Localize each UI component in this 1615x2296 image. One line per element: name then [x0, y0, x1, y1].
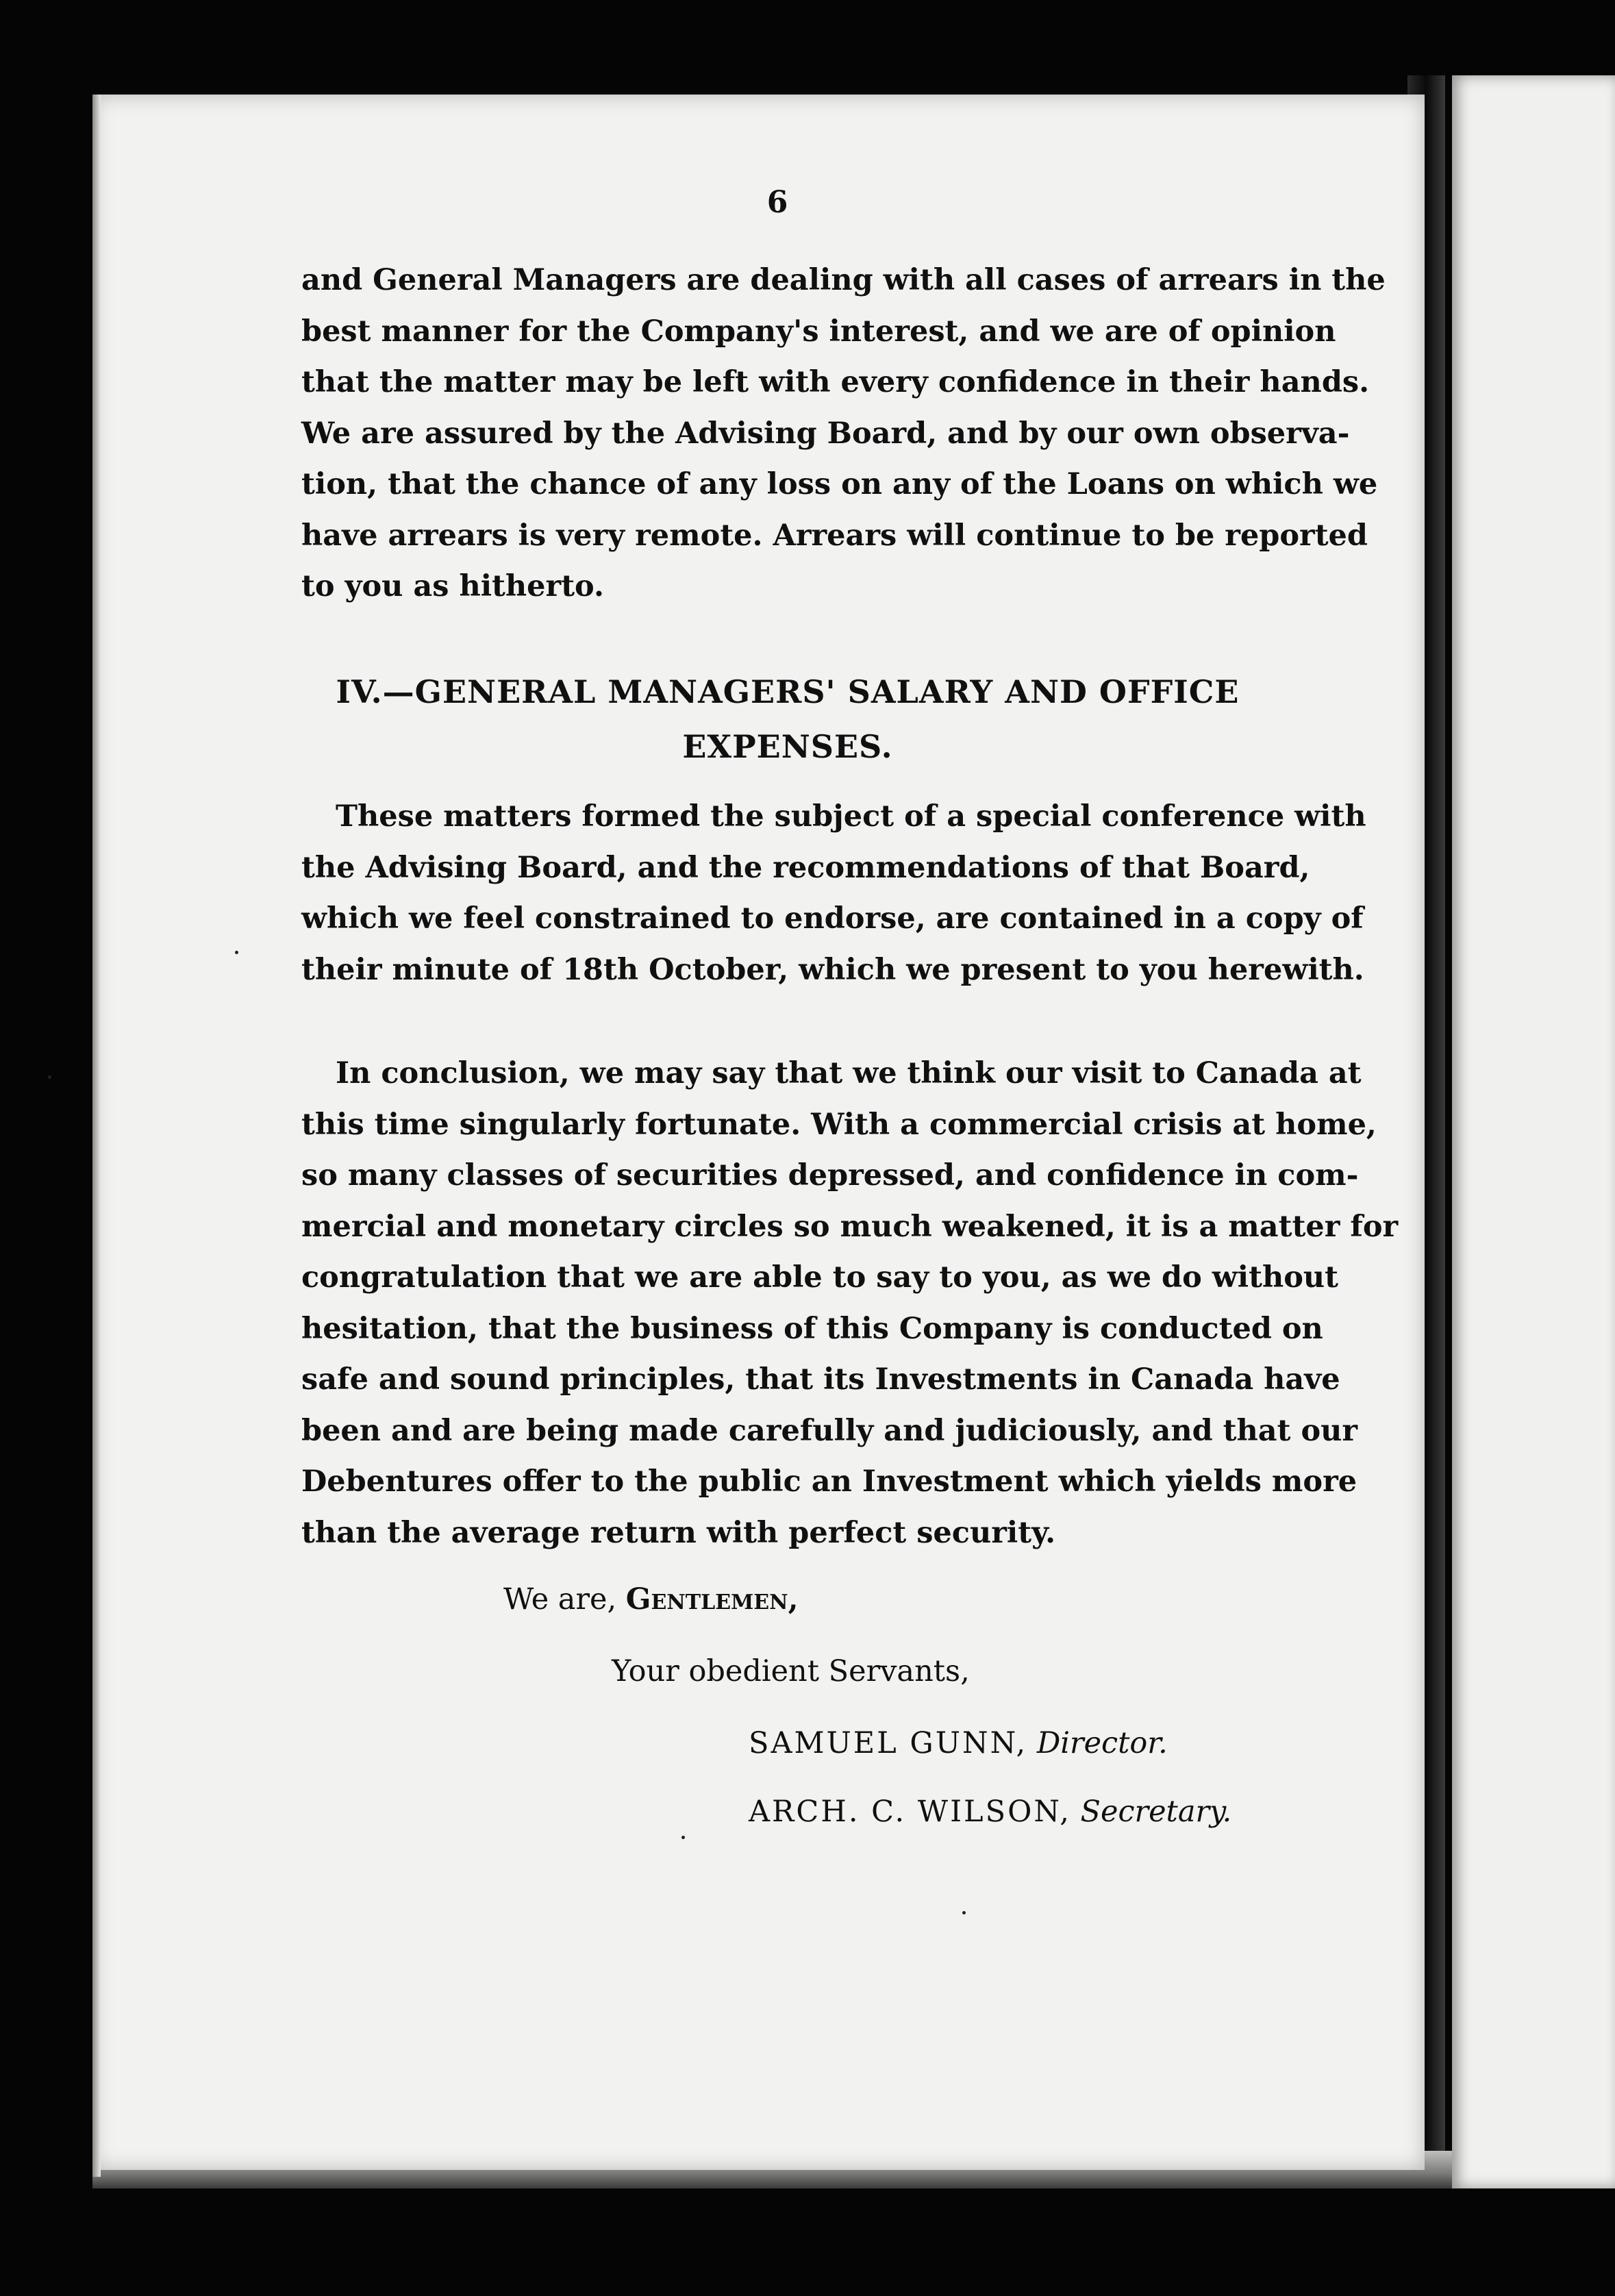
page-number: 6: [766, 185, 788, 220]
signature-line-1: [749, 1726, 1168, 1760]
paragraph-conclusion: [301, 1048, 1399, 1558]
text-line: which we feel constrained to endorse, are contained in a copy of: [301, 901, 1364, 936]
text-line: this time singularly fortunate. With a commercial crisis at home,: [301, 1107, 1377, 1142]
text-line: their minute of 18th October, which we present to you herewith.: [301, 952, 1364, 987]
text-line: been and are being made carefully and judiciously, and that our: [301, 1413, 1358, 1448]
signatory-title: Director.: [1036, 1726, 1168, 1760]
valediction: Your obedient Servants,: [612, 1654, 970, 1688]
text-line: In conclusion, we may say that we think our visit to Canada at: [336, 1056, 1362, 1090]
signature-line-2: [749, 1795, 1231, 1829]
facing-page: [1452, 75, 1615, 2188]
text-line: best manner for the Company's interest, and we are of opinion: [301, 314, 1336, 349]
section-heading: [301, 664, 1274, 774]
page-left-edge: [92, 95, 101, 2177]
text-line: than the average return with perfect security.: [301, 1515, 1056, 1550]
text-line: and General Managers are dealing with all cases of arrears in the: [301, 263, 1386, 297]
scan-speck: [48, 1075, 51, 1079]
signatory-name: ARCH. C. WILSON,: [749, 1795, 1071, 1829]
text-line: Debentures offer to the public an Investment which yields more: [301, 1464, 1357, 1499]
scan-speck: [681, 1836, 685, 1839]
text-line: have arrears is very remote. Arrears will continue to be reported: [301, 518, 1368, 553]
scan-speck: [235, 951, 238, 954]
text-line: so many classes of securities depressed, and confidence in com-: [301, 1158, 1359, 1193]
text-line: to you as hitherto.: [301, 569, 604, 603]
text-line: We are assured by the Advising Board, and by our own observa-: [301, 416, 1350, 451]
text-line: congratulation that we are able to say to you, as we do without: [301, 1260, 1339, 1295]
signatory-title: Secretary.: [1080, 1795, 1232, 1829]
text-line: hesitation, that the business of this Company is conducted on: [301, 1311, 1323, 1346]
text-line: the Advising Board, and the recommendations of that Board,: [301, 850, 1310, 885]
section-heading-line1: IV.—GENERAL MANAGERS' SALARY AND OFFICE: [336, 673, 1240, 710]
text-line: These matters formed the subject of a special conference with: [336, 799, 1366, 834]
text-line: tion, that the chance of any loss on any of the Loans on which we: [301, 467, 1378, 501]
section-heading-line2: EXPENSES.: [682, 728, 893, 765]
paragraph-salary: [301, 791, 1366, 995]
salutation: [503, 1582, 799, 1617]
scan-speck: [962, 1911, 966, 1914]
text-line: safe and sound principles, that its Investments in Canada have: [301, 1362, 1340, 1397]
paragraph-arrears: [301, 255, 1386, 612]
salutation-prefix: We are,: [503, 1582, 617, 1617]
text-line: mercial and monetary circles so much weakened, it is a matter for: [301, 1209, 1399, 1244]
signatory-name: SAMUEL GUNN,: [749, 1726, 1028, 1760]
text-line: that the matter may be left with every confidence in their hands.: [301, 365, 1370, 399]
salutation-name: Gentlemen,: [625, 1582, 799, 1617]
